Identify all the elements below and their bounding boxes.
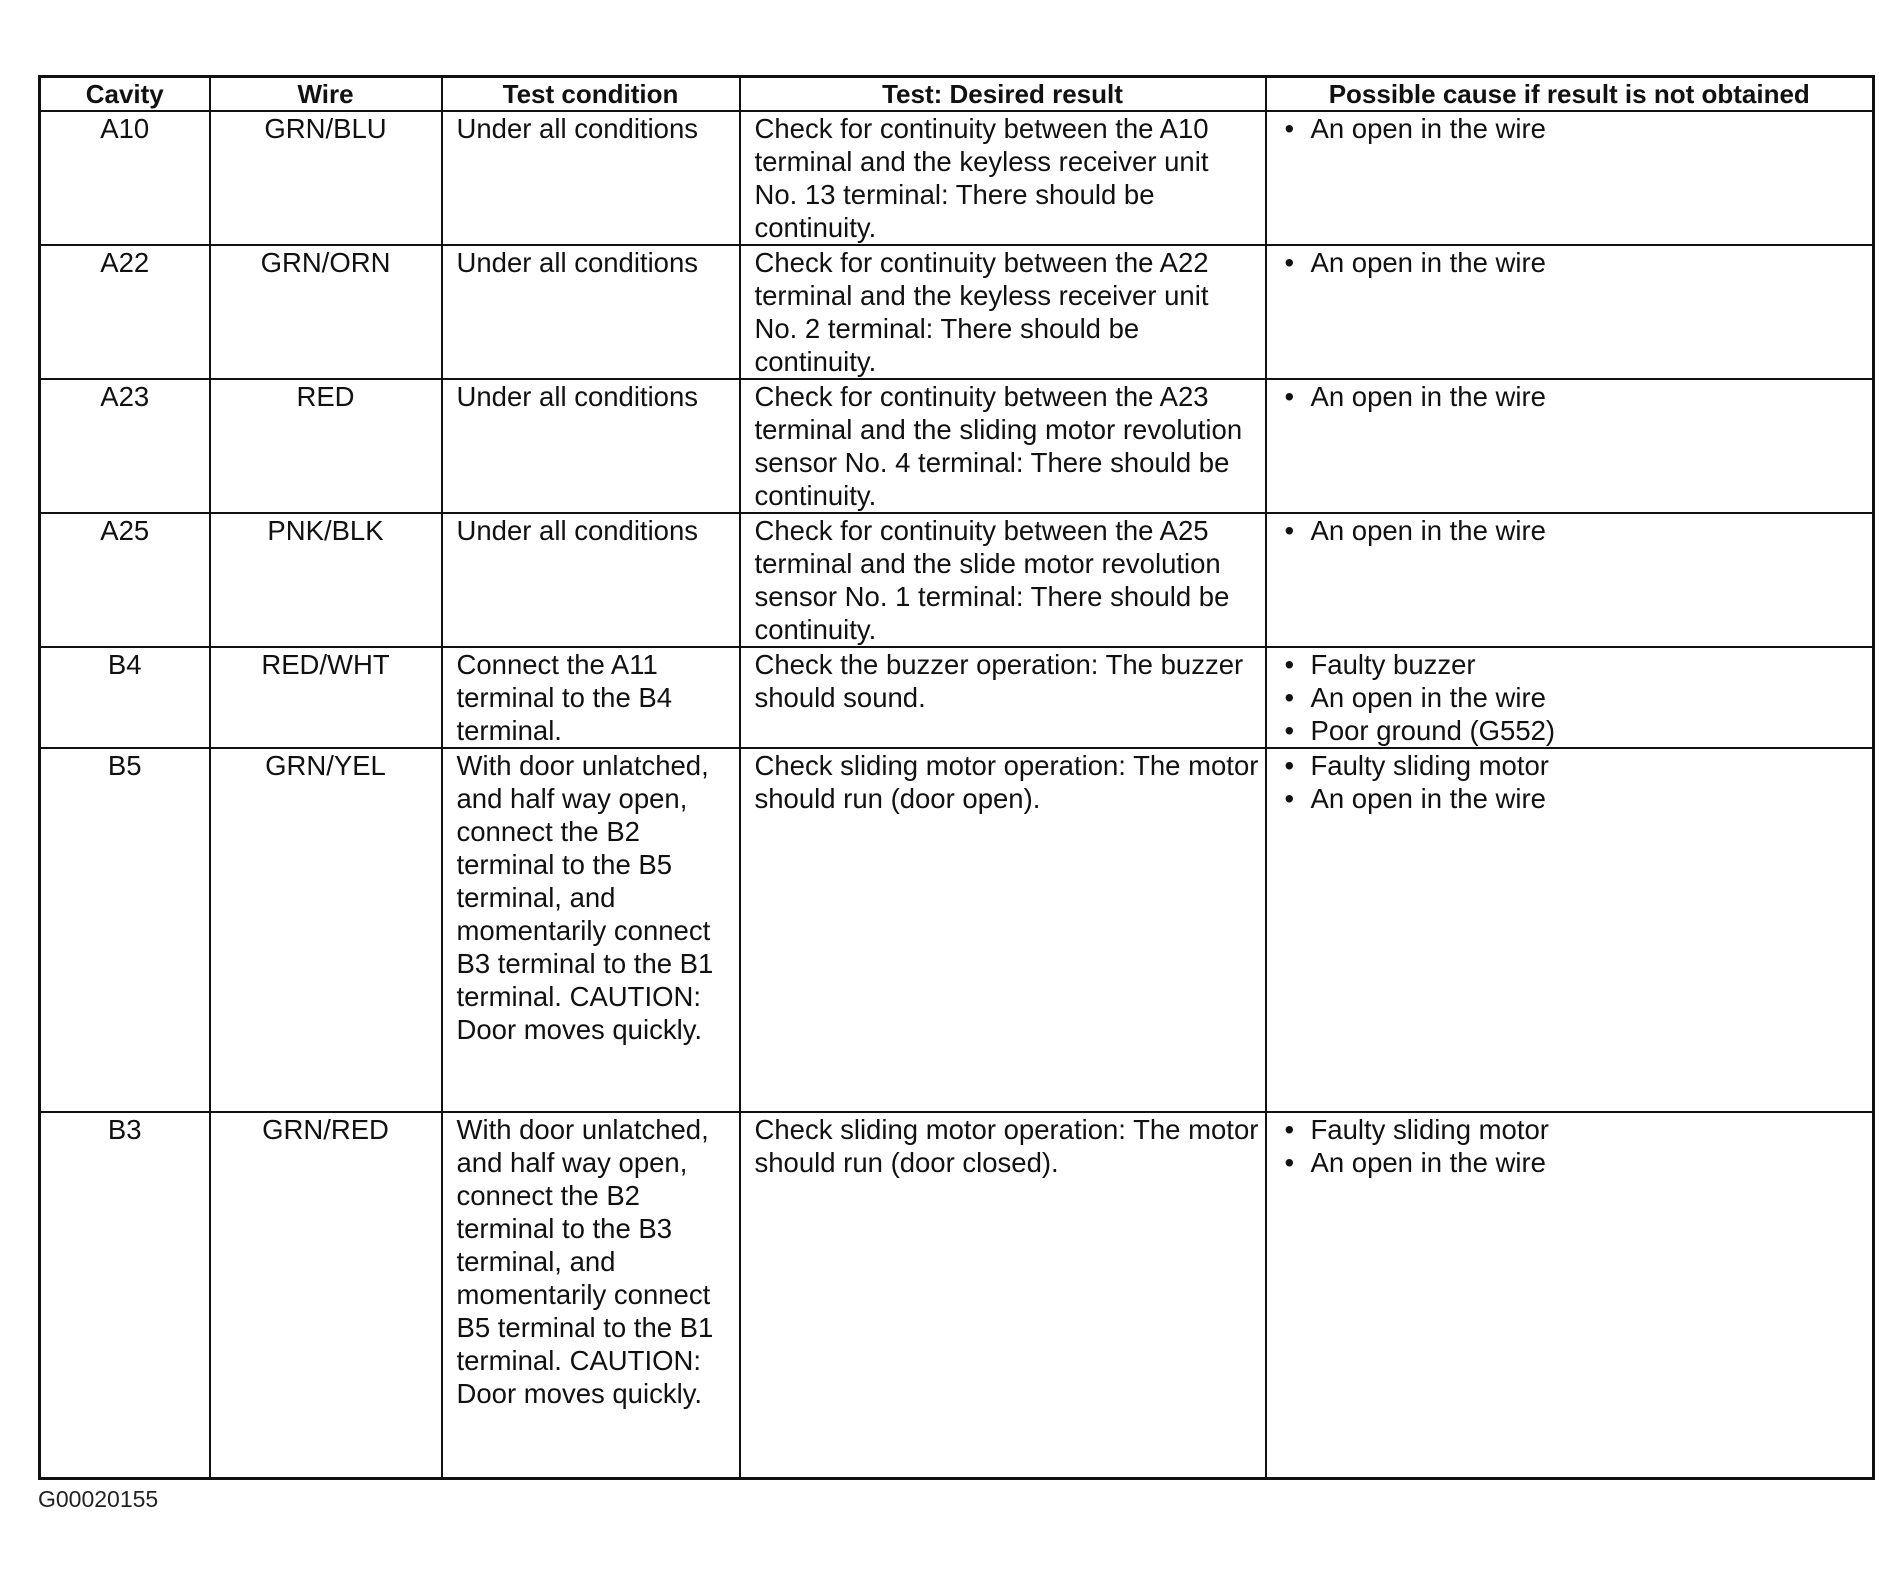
cause-text: An open in the wire [1310, 783, 1546, 814]
cause-cell [1266, 647, 1874, 748]
condition-cell: With door unlatched, and half way open, connect the B2 terminal to the B3 terminal, and momentarily connect B5 terminal to the B1 terminal. CAUTION: Door moves quickly. [442, 1112, 740, 1479]
result-cell: Check sliding motor operation: The motor should run (door closed). [740, 1112, 1266, 1479]
cause-text: An open in the wire [1310, 247, 1546, 278]
wire-cell: GRN/RED [210, 1112, 442, 1479]
result-cell: Check for continuity between the A22 terminal and the keyless receiver unit No. 2 terminal: There should be continuity. [740, 245, 1266, 379]
diagnostic-table-container [38, 75, 1872, 1480]
cause-cell [1266, 111, 1874, 245]
header-cavity: Cavity [40, 77, 210, 112]
cause-cell [1266, 1112, 1874, 1479]
wire-cell: GRN/BLU [210, 111, 442, 245]
bullet-icon: • [1284, 381, 1295, 412]
bullet-icon: • [1284, 515, 1295, 546]
cause-text: An open in the wire [1310, 113, 1546, 144]
diagnostic-table [38, 75, 1875, 1480]
wire-cell: RED [210, 379, 442, 513]
figure-id: G00020155 [38, 1486, 159, 1512]
table-row [40, 111, 1874, 245]
condition-cell: With door unlatched, and half way open, connect the B2 terminal to the B5 terminal, and momentarily connect B3 terminal to the B1 terminal. CAUTION: Door moves quickly. [442, 748, 740, 1112]
cause-list [1281, 380, 1867, 413]
cavity-cell: B3 [40, 1112, 210, 1479]
bullet-icon: • [1284, 682, 1295, 713]
cause-list [1281, 246, 1867, 279]
cause-text: Poor ground (G552) [1310, 715, 1556, 746]
cause-list [1281, 514, 1867, 547]
bullet-icon: • [1284, 1147, 1295, 1178]
cavity-cell: B5 [40, 748, 210, 1112]
result-cell: Check for continuity between the A23 terminal and the sliding motor revolution sensor No. 4 terminal: There should be continuity. [740, 379, 1266, 513]
header-test-condition: Test condition [442, 77, 740, 112]
bullet-icon: • [1284, 783, 1295, 814]
condition-cell: Under all conditions [442, 379, 740, 513]
header-wire: Wire [210, 77, 442, 112]
condition-cell: Connect the A11 terminal to the B4 terminal. [442, 647, 740, 748]
wire-cell: GRN/ORN [210, 245, 442, 379]
cavity-cell: A10 [40, 111, 210, 245]
cause-cell [1266, 379, 1874, 513]
cause-item [1281, 514, 1867, 547]
condition-cell: Under all conditions [442, 245, 740, 379]
cause-text: An open in the wire [1310, 682, 1546, 713]
cause-item [1281, 648, 1867, 681]
header-possible-cause: Possible cause if result is not obtained [1266, 77, 1874, 112]
cause-text: Faulty sliding motor [1310, 1114, 1549, 1145]
cause-list [1281, 749, 1867, 815]
bullet-icon: • [1284, 649, 1295, 680]
cavity-cell: A25 [40, 513, 210, 647]
bullet-icon: • [1284, 247, 1295, 278]
cause-item [1281, 681, 1867, 714]
wire-cell: PNK/BLK [210, 513, 442, 647]
header-row [40, 77, 1874, 112]
table-row [40, 245, 1874, 379]
table-row [40, 647, 1874, 748]
cause-cell [1266, 513, 1874, 647]
cause-list [1281, 1113, 1867, 1179]
result-cell: Check sliding motor operation: The motor should run (door open). [740, 748, 1266, 1112]
cavity-cell: B4 [40, 647, 210, 748]
header-desired-result: Test: Desired result [740, 77, 1266, 112]
cause-text: An open in the wire [1310, 515, 1546, 546]
wire-cell: GRN/YEL [210, 748, 442, 1112]
condition-cell: Under all conditions [442, 513, 740, 647]
table-row [40, 379, 1874, 513]
cause-text: Faulty buzzer [1310, 649, 1476, 680]
cause-text: An open in the wire [1310, 381, 1546, 412]
result-cell: Check for continuity between the A10 terminal and the keyless receiver unit No. 13 terminal: There should be continuity. [740, 111, 1266, 245]
cause-list [1281, 112, 1867, 145]
cause-text: An open in the wire [1310, 1147, 1546, 1178]
cause-cell [1266, 245, 1874, 379]
cause-item [1281, 714, 1867, 747]
bullet-icon: • [1284, 1114, 1295, 1145]
cause-item [1281, 380, 1867, 413]
cavity-cell: A23 [40, 379, 210, 513]
cause-cell [1266, 748, 1874, 1112]
result-cell: Check the buzzer operation: The buzzer should sound. [740, 647, 1266, 748]
result-cell: Check for continuity between the A25 terminal and the slide motor revolution sensor No. 1 terminal: There should be continuity. [740, 513, 1266, 647]
cause-item [1281, 112, 1867, 145]
cavity-cell: A22 [40, 245, 210, 379]
wire-cell: RED/WHT [210, 647, 442, 748]
bullet-icon: • [1284, 113, 1295, 144]
condition-cell: Under all conditions [442, 111, 740, 245]
table-row [40, 513, 1874, 647]
table-row [40, 1112, 1874, 1479]
table-row [40, 748, 1874, 1112]
cause-item [1281, 782, 1867, 815]
bullet-icon: • [1284, 750, 1295, 781]
cause-item [1281, 1113, 1867, 1146]
bullet-icon: • [1284, 715, 1295, 746]
cause-text: Faulty sliding motor [1310, 750, 1549, 781]
cause-item [1281, 246, 1867, 279]
cause-list [1281, 648, 1867, 747]
cause-item [1281, 749, 1867, 782]
cause-item [1281, 1146, 1867, 1179]
